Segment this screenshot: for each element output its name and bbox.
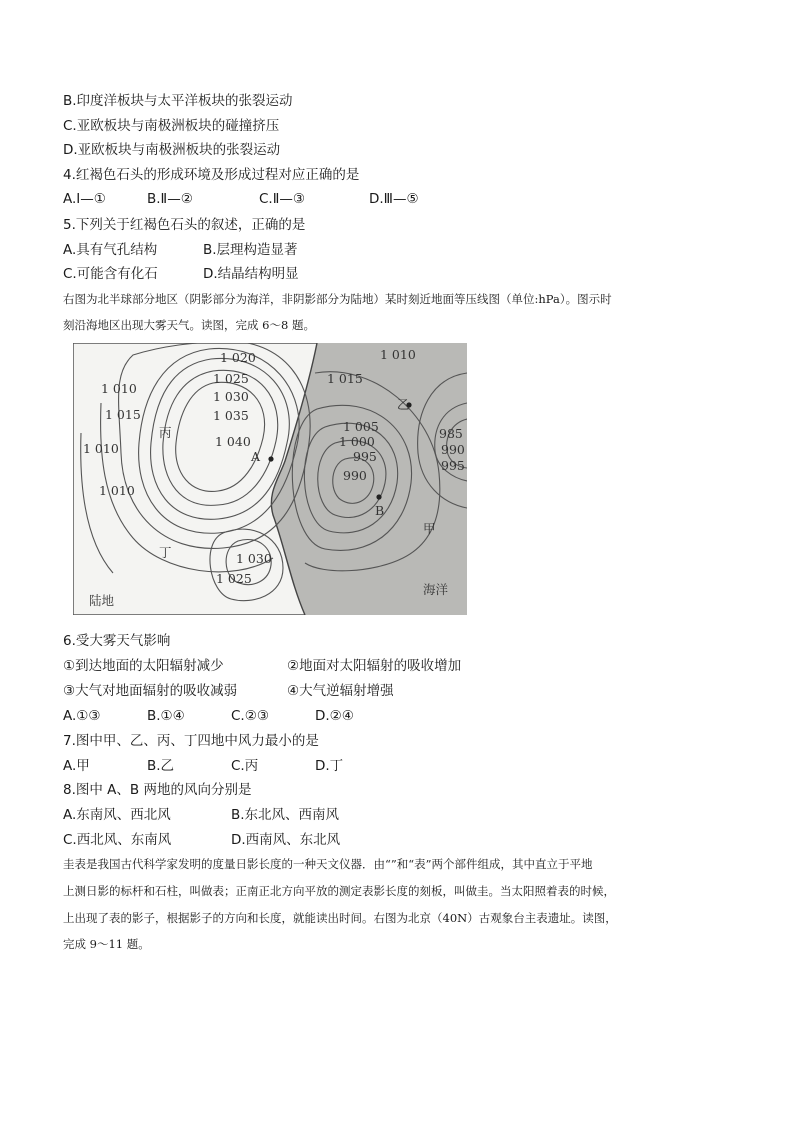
isobar-label: 1 010 [101, 381, 137, 396]
q5-option-c: C.可能含有化石 [63, 266, 158, 282]
q8-options-row1 [63, 806, 339, 824]
q7-option-d: D.丁 [315, 758, 344, 774]
q6-items-row2 [63, 682, 394, 700]
q8-option-b: B.东北风、西南风 [231, 807, 340, 823]
intro-6-8-line1: 右图为北半球部分地区（阴影部分为海洋，非阴影部分为陆地）某时刻近地面等压线图（单位:hPa）。图示时 [63, 292, 612, 306]
isobar-label: 990 [343, 468, 367, 483]
q3-option-c: C.亚欧板块与南极洲板块的碰撞挤压 [63, 118, 280, 134]
isobar-label: 1 010 [83, 441, 119, 456]
q4-option-a: A.Ⅰ—① [63, 191, 106, 207]
q4-option-c: C.Ⅱ—③ [259, 191, 305, 207]
q4-option-b: B.Ⅱ—② [147, 191, 193, 207]
place-jia: 甲 [423, 521, 436, 536]
q3-option-d: D.亚欧板块与南极洲板块的张裂运动 [63, 142, 281, 158]
isobar-label: 1 030 [236, 551, 272, 566]
intro-9-11-line4: 完成 9～11 题。 [63, 937, 150, 951]
q5-option-b: B.层理构造显著 [203, 242, 298, 258]
point-b-marker [376, 494, 381, 499]
q7-options [63, 757, 343, 775]
intro-6-8-line2: 刻沿海地区出现大雾天气。读图，完成 6～8 题。 [63, 318, 315, 332]
sea-label: 海洋 [423, 582, 449, 597]
isobar-label: 1 025 [213, 371, 249, 386]
place-ding: 丁 [159, 545, 172, 560]
intro-9-11-line2: 上测日影的标杆和石柱，叫做表；正南正北方向平放的测定表影长度的刻板，叫做圭。当太阳照着表的时候， [63, 884, 615, 898]
isobar-label: 1 010 [380, 347, 416, 362]
q5-options-row2 [63, 265, 299, 283]
q6-option-b: B.①④ [147, 708, 185, 724]
q8-stem: 8.图中 A、B 两地的风向分别是 [63, 782, 252, 798]
isobar-label: 1 040 [215, 434, 251, 449]
q5-option-d: D.结晶结构明显 [203, 266, 299, 282]
q7-option-c: C.丙 [231, 758, 259, 774]
intro-9-11-line3: 上出现了表的影子，根据影子的方向和长度，就能读出时间。右图为北京（40N）古观象台主表遗址。读图， [63, 911, 617, 925]
isobar-label: 1 000 [339, 434, 375, 449]
q6-item-4: ④大气逆辐射增强 [287, 683, 394, 699]
q6-item-1: ①到达地面的太阳辐射减少 [63, 658, 224, 674]
q4-option-d: D.Ⅲ—⑤ [369, 191, 419, 207]
isobar-label: 1 015 [105, 407, 141, 422]
isobar-map [73, 343, 467, 615]
q6-item-2: ②地面对太阳辐射的吸收增加 [287, 658, 462, 674]
q5-options-row1 [63, 241, 298, 259]
q6-items-row1 [63, 657, 461, 675]
point-b-label: B [375, 503, 385, 518]
isobar-label: 1 005 [343, 419, 379, 434]
q5-option-a: A.具有气孔结构 [63, 242, 158, 258]
q6-options [63, 707, 354, 725]
isobar-label: 1 025 [216, 571, 252, 586]
place-bing: 丙 [159, 425, 172, 440]
q6-option-d: D.②④ [315, 708, 354, 724]
q7-option-a: A.甲 [63, 758, 90, 774]
q8-option-d: D.西南风、东北风 [231, 832, 341, 848]
land-label: 陆地 [89, 593, 115, 608]
q8-option-a: A.东南风、西北风 [63, 807, 171, 823]
q8-option-c: C.西北风、东南风 [63, 832, 172, 848]
q4-stem: 4.红褐色石头的形成环境及形成过程对应正确的是 [63, 167, 360, 183]
q7-option-b: B.乙 [147, 758, 175, 774]
q6-option-c: C.②③ [231, 708, 269, 724]
isobar-label: 1 015 [327, 371, 363, 386]
isobar-label: 1 010 [99, 483, 135, 498]
isobar-label: 1 020 [220, 350, 256, 365]
q6-item-3: ③大气对地面辐射的吸收减弱 [63, 683, 238, 699]
q5-stem: 5.下列关于红褐色石头的叙述，正确的是 [63, 217, 306, 233]
isobar-label: 1 030 [213, 389, 249, 404]
intro-9-11-line1: 圭表是我国古代科学家发明的度量日影长度的一种天文仪器．由“”和“表”两个部件组成，其中直立于平地 [63, 857, 593, 871]
point-a-label: A [251, 449, 261, 464]
q3-option-b: B.印度洋板块与太平洋板块的张裂运动 [63, 93, 293, 109]
q4-options [63, 190, 419, 208]
point-a-marker [268, 456, 273, 461]
isobar-label: 990 [441, 442, 465, 457]
isobar-label: 995 [353, 449, 377, 464]
q7-stem: 7.图中甲、乙、丙、丁四地中风力最小的是 [63, 733, 319, 749]
isobar-label: 995 [441, 458, 465, 473]
isobar-label: 1 035 [213, 408, 249, 423]
place-yi: 乙 [397, 397, 410, 412]
isobar-label: 985 [439, 426, 463, 441]
q6-option-a: A.①③ [63, 708, 101, 724]
q6-stem: 6.受大雾天气影响 [63, 633, 171, 649]
q8-options-row2 [63, 831, 340, 849]
